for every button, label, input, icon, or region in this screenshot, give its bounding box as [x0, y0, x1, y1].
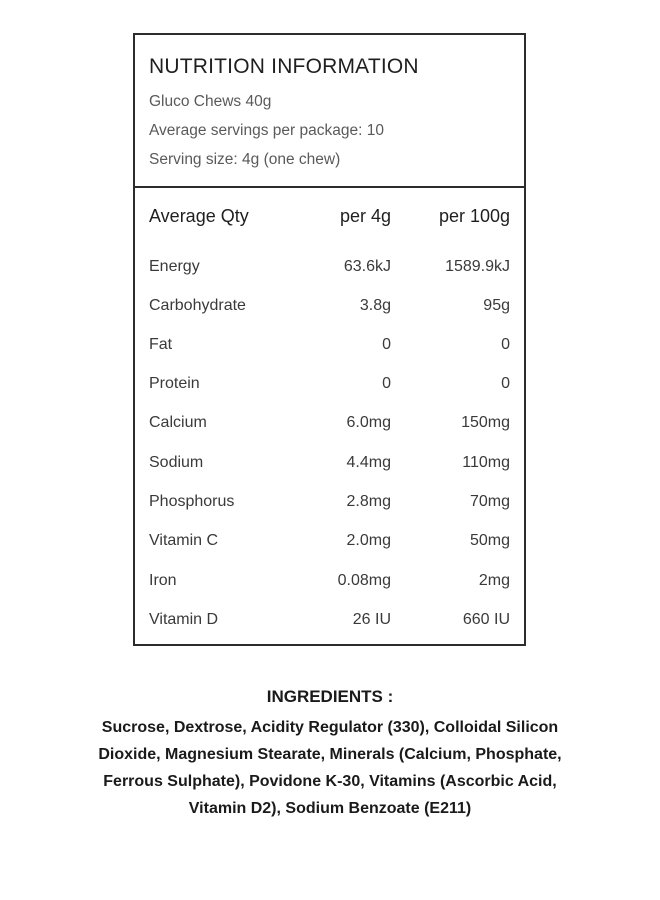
- per-serving-value: 0.08mg: [337, 572, 391, 589]
- per-100g-value: 110mg: [462, 454, 510, 471]
- table-row: [135, 336, 524, 360]
- per-100g-value: 50mg: [469, 532, 510, 549]
- table-row: [135, 454, 524, 478]
- nutrient-name: Protein: [149, 375, 200, 392]
- per-100g-value: 0: [501, 375, 510, 392]
- nutrient-name: Vitamin D: [149, 611, 219, 628]
- per-serving-value: 0: [382, 375, 391, 392]
- nutrient-name: Calcium: [149, 414, 207, 431]
- per-100g-value: 95g: [483, 297, 510, 314]
- nutrient-name: Iron: [149, 572, 177, 589]
- per-100g-value: 1589.9kJ: [445, 258, 510, 275]
- table-header-row: [135, 206, 524, 232]
- per-serving-value: 6.0mg: [346, 414, 391, 431]
- header-per-100g: per 100g: [438, 206, 510, 226]
- table-row: [135, 297, 524, 321]
- table-row: [135, 375, 524, 399]
- per-serving-value: 0: [382, 336, 391, 353]
- per-serving-value: 26 IU: [352, 611, 391, 628]
- per-100g-value: 0: [501, 336, 510, 353]
- nutrient-name: Vitamin C: [149, 532, 219, 549]
- product-name: Gluco Chews 40g: [149, 93, 272, 110]
- nutrient-name: Energy: [149, 258, 200, 275]
- per-serving-value: 4.4mg: [346, 454, 391, 471]
- nutrient-name: Sodium: [149, 454, 204, 471]
- panel-header: [135, 35, 524, 188]
- per-serving-value: 2.0mg: [346, 532, 391, 549]
- header-per-serving: per 4g: [339, 206, 391, 226]
- ingredients-line: Sucrose, Dextrose, Acidity Regulator (330), Colloidal Silicon: [101, 719, 559, 736]
- panel-title: NUTRITION INFORMATION: [149, 55, 419, 78]
- serving-size: Serving size: 4g (one chew): [149, 151, 341, 168]
- table-row: [135, 572, 524, 596]
- nutrient-name: Phosphorus: [149, 493, 235, 510]
- header-average-qty: Average Qty: [149, 206, 249, 226]
- ingredients-section: [60, 683, 600, 822]
- per-serving-value: 3.8g: [359, 297, 391, 314]
- table-row: [135, 611, 524, 635]
- ingredients-line: Vitamin D2), Sodium Benzoate (E211): [188, 800, 472, 817]
- ingredients-line: Ferrous Sulphate), Povidone K-30, Vitamins (Ascorbic Acid,: [103, 773, 557, 790]
- ingredients-line: Dioxide, Magnesium Stearate, Minerals (Calcium, Phosphate,: [98, 746, 562, 763]
- per-serving-value: 63.6kJ: [343, 258, 391, 275]
- servings-per-package: Average servings per package: 10: [149, 122, 384, 139]
- nutrient-name: Fat: [149, 336, 173, 353]
- per-100g-value: 660 IU: [462, 611, 510, 628]
- per-100g-value: 150mg: [461, 414, 510, 431]
- per-serving-value: 2.8mg: [346, 493, 391, 510]
- table-row: [135, 258, 524, 282]
- table-row: [135, 493, 524, 517]
- nutrient-name: Carbohydrate: [149, 297, 246, 314]
- ingredients-title: INGREDIENTS :: [266, 687, 394, 706]
- nutrition-panel: [133, 33, 526, 646]
- per-100g-value: 70mg: [469, 493, 510, 510]
- table-row: [135, 414, 524, 438]
- table-row: [135, 532, 524, 556]
- per-100g-value: 2mg: [478, 572, 510, 589]
